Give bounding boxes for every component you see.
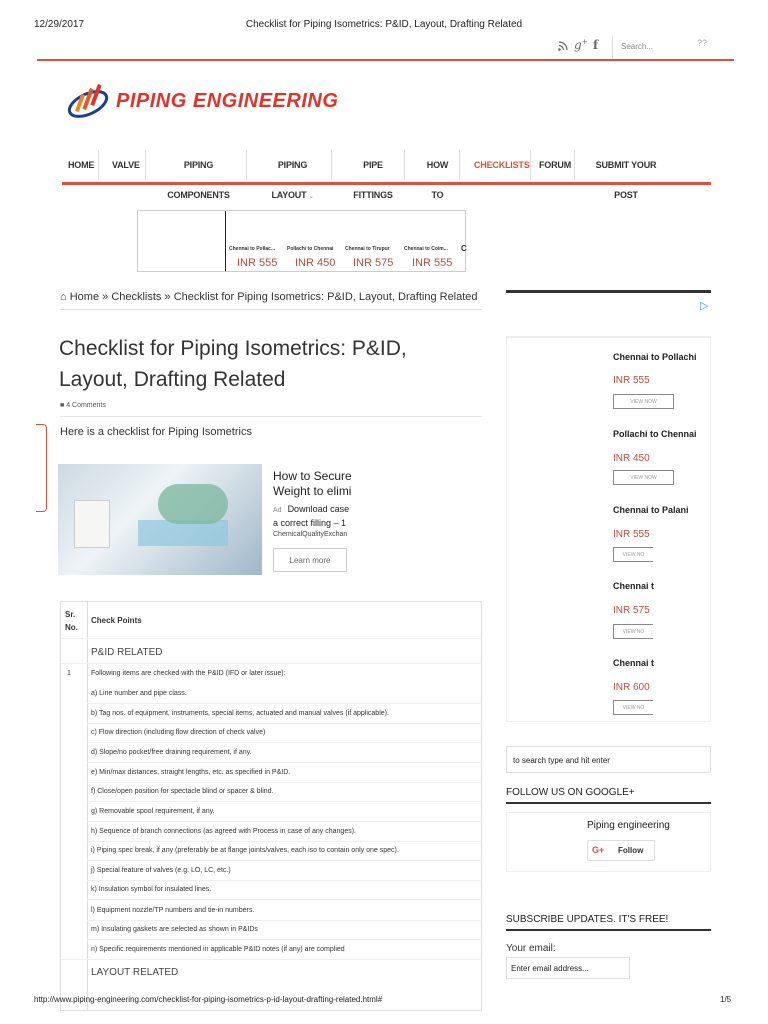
table-row-line <box>87 920 482 921</box>
banner-overflow: C <box>461 244 467 253</box>
table-row-line <box>87 703 482 704</box>
nav-pipe-fittings[interactable]: PIPE FITTINGS <box>342 150 405 180</box>
breadcrumb-divider <box>60 309 482 310</box>
logo-icon[interactable] <box>66 80 112 122</box>
banner-ad[interactable] <box>137 210 466 272</box>
sidebar-top-bar <box>506 290 711 293</box>
table-row-line <box>87 841 482 842</box>
checklist-table <box>60 601 482 1011</box>
share-side-tab[interactable] <box>36 424 47 512</box>
nav-checklists[interactable]: CHECKLISTS <box>468 150 531 180</box>
banner-price: INR 450 <box>295 257 336 269</box>
ad-headline-line: How to Secure <box>273 469 352 483</box>
sidebar-price: INR 450 <box>613 453 650 464</box>
breadcrumb-home[interactable]: Home <box>69 291 100 303</box>
widget-title-underline <box>506 929 711 931</box>
banner-divider <box>225 211 226 271</box>
ad-description-line: a correct filling – 1 <box>273 518 347 528</box>
nav-valve[interactable]: VALVE <box>106 150 146 180</box>
nav-underline <box>62 182 711 185</box>
top-accent-line <box>37 59 734 61</box>
check-item: f) Close/open position for spectacle blind or spacer & blind. <box>91 788 274 795</box>
check-item: i) Piping spec break, if any (preferably be at flange joints/valves, each iso to contain only one spec). <box>91 847 399 854</box>
banner-route: Chennai to Coim... <box>404 246 448 252</box>
ad-image[interactable] <box>58 464 262 575</box>
follow-button[interactable] <box>587 840 655 861</box>
view-now-button[interactable]: VIEW NO <box>613 624 653 639</box>
page-title: Checklist for Piping Isometrics: P&ID, Layout, Drafting Related <box>59 337 407 391</box>
row-intro: Following items are checked with the P&ID (IFD or later issue): <box>91 670 286 677</box>
home-icon[interactable]: ⌂ <box>60 291 67 303</box>
intro-text: Here is a checklist for Piping Isometrics <box>60 426 252 438</box>
check-item: c) Flow direction (including flow direction of check valve) <box>91 729 266 736</box>
table-row-line <box>87 860 482 861</box>
comment-icon: ■ <box>60 402 65 409</box>
check-item: a) Line number and pipe class. <box>91 690 187 697</box>
email-input[interactable]: Enter email address... <box>506 957 630 979</box>
banner-route: Chennai to Tirupur <box>345 246 390 252</box>
table-header-check: Check Points <box>91 616 142 625</box>
ad-badge: Ad <box>273 507 282 514</box>
logo-text[interactable]: PIPING ENGINEERING <box>116 90 339 112</box>
breadcrumb-separator: » <box>164 291 171 303</box>
nav-home[interactable]: HOME <box>62 150 99 180</box>
check-item: d) Slope/no pocket/free draining requirement, if any. <box>91 749 252 756</box>
sidebar-route: Chennai t <box>613 658 655 668</box>
google-plus-icon: G+ <box>592 845 605 855</box>
sidebar-price: INR 600 <box>613 682 650 693</box>
view-now-button[interactable]: VIEW NOW <box>613 470 674 485</box>
table-row-line <box>87 880 482 881</box>
print-url: http://www.piping-engineering.com/checklist-for-piping-isometrics-p-id-layout-drafting-related.html# <box>34 995 383 1004</box>
breadcrumb-checklists[interactable]: Checklists <box>111 291 162 303</box>
breadcrumb <box>60 291 478 303</box>
breadcrumb-current: Checklist for Piping Isometrics: P&ID, Layout, Drafting Related <box>173 291 478 303</box>
google-plus-icon[interactable]: g+ <box>574 38 588 52</box>
nav-piping-layout[interactable] <box>254 150 332 200</box>
banner-price: INR 555 <box>412 257 453 269</box>
section-pid: P&ID RELATED <box>91 647 163 658</box>
adchoices-icon[interactable]: ▷ <box>700 300 709 312</box>
sidebar-ad[interactable] <box>506 336 711 722</box>
ad-description-line: Download case <box>287 504 350 514</box>
check-item: b) Tag nos. of equipment, instruments, special items, actuated and manual valves (if applicable). <box>91 710 389 717</box>
view-now-button[interactable]: VIEW NOW <box>613 394 674 409</box>
banner-route: Chennai to Pollac... <box>229 246 276 252</box>
table-row-line <box>87 782 482 783</box>
sidebar-price: INR 555 <box>613 375 650 386</box>
breadcrumb-separator: » <box>102 291 109 303</box>
table-row-line <box>87 762 482 763</box>
nav-submit-post[interactable]: SUBMIT YOUR POST <box>595 160 657 200</box>
nav-piping-layout-label: PIPING LAYOUT <box>271 160 308 200</box>
subscribe-widget-title: SUBSCRIBE UPDATES. IT'S FREE! <box>506 914 669 925</box>
check-item: k) Insulation symbol for insulated lines. <box>91 886 212 893</box>
sidebar-route: Chennai t <box>613 581 655 591</box>
sidebar-price: INR 555 <box>613 529 650 540</box>
sidebar-price: INR 575 <box>613 605 650 616</box>
comments-link[interactable] <box>60 402 106 409</box>
view-now-button[interactable]: VIEW NO <box>613 700 653 715</box>
print-date: 12/29/2017 <box>34 19 85 30</box>
google-page-name[interactable]: Piping engineering <box>587 820 670 831</box>
comments-count[interactable]: 4 Comments <box>66 402 106 409</box>
row-number: 1 <box>67 670 71 677</box>
table-row-line <box>87 899 482 900</box>
table-row-line <box>87 723 482 724</box>
glove-shape <box>158 484 228 524</box>
table-header-line <box>61 638 482 639</box>
ad-headline[interactable] <box>273 469 352 499</box>
nav-piping-components[interactable]: PIPING COMPONENTS <box>151 150 247 180</box>
top-search-input[interactable]: Search... <box>621 42 654 51</box>
check-item: l) Equipment nozzle/TP numbers and tie-in numbers. <box>91 907 255 914</box>
sidebar-search-input[interactable]: to search type and hit enter <box>506 746 711 773</box>
main-nav <box>62 150 712 200</box>
table-row-line <box>61 959 482 960</box>
sidebar-route: Chennai to Palani <box>613 505 689 515</box>
section-layout: LAYOUT RELATED <box>91 967 179 978</box>
widget-title-underline <box>506 802 711 804</box>
table-row-line <box>87 742 482 743</box>
check-item: n) Specific requirements mentioned in applicable P&ID notes (if any) are complied <box>91 946 345 953</box>
table-row-line <box>61 663 482 664</box>
view-now-button[interactable]: VIEW NO <box>613 547 653 562</box>
ad-description <box>273 503 349 530</box>
jar-shape <box>74 500 110 548</box>
check-item: g) Removable spool requirement, if any. <box>91 808 215 815</box>
sidebar-route: Chennai to Pollachi <box>613 352 697 362</box>
email-label: Your email: <box>506 943 556 954</box>
check-item: e) Min/max distances, straight lengths, etc. as specified in P&ID. <box>91 769 291 776</box>
table-row-line <box>87 801 482 802</box>
check-item: j) Special feature of valves (e.g. LO, LC, etc.) <box>91 867 231 874</box>
banner-price: INR 555 <box>237 257 278 269</box>
table-row-line <box>87 821 482 822</box>
google-plus-widget <box>506 812 711 872</box>
facebook-icon[interactable]: f <box>593 38 599 52</box>
meta-divider <box>60 416 482 417</box>
table-row-line <box>87 939 482 940</box>
rss-icon[interactable] <box>558 40 568 54</box>
learn-more-button[interactable]: Learn more <box>273 548 347 572</box>
check-item: m) Insulating gaskets are selected as shown in P&IDs <box>91 926 258 933</box>
chevron-down-icon: ⌄ <box>308 194 314 200</box>
follow-label: Follow <box>618 846 644 855</box>
nav-how-to[interactable]: HOW TO <box>416 150 460 180</box>
sidebar-route: Pollachi to Chennai <box>613 429 697 439</box>
banner-price: INR 575 <box>353 257 394 269</box>
print-page-number: 1/5 <box>720 995 732 1004</box>
banner-route: Pollachi to Chennai <box>287 246 334 252</box>
ad-source: ChemicalQualityExchan <box>273 531 348 538</box>
google-widget-title: FOLLOW US ON GOOGLE+ <box>506 787 635 798</box>
print-page-title: Checklist for Piping Isometrics: P&ID, Layout, Drafting Related <box>245 19 523 30</box>
nav-forum[interactable]: FORUM <box>533 150 575 180</box>
ad-headline-line: Weight to elimi <box>273 484 352 498</box>
table-header-sr: Sr. No. <box>65 610 78 632</box>
top-search-box[interactable] <box>612 36 713 58</box>
search-icon[interactable]: ?? <box>697 38 708 48</box>
check-item: h) Sequence of branch connections (as agreed with Process in case of any changes). <box>91 828 356 835</box>
